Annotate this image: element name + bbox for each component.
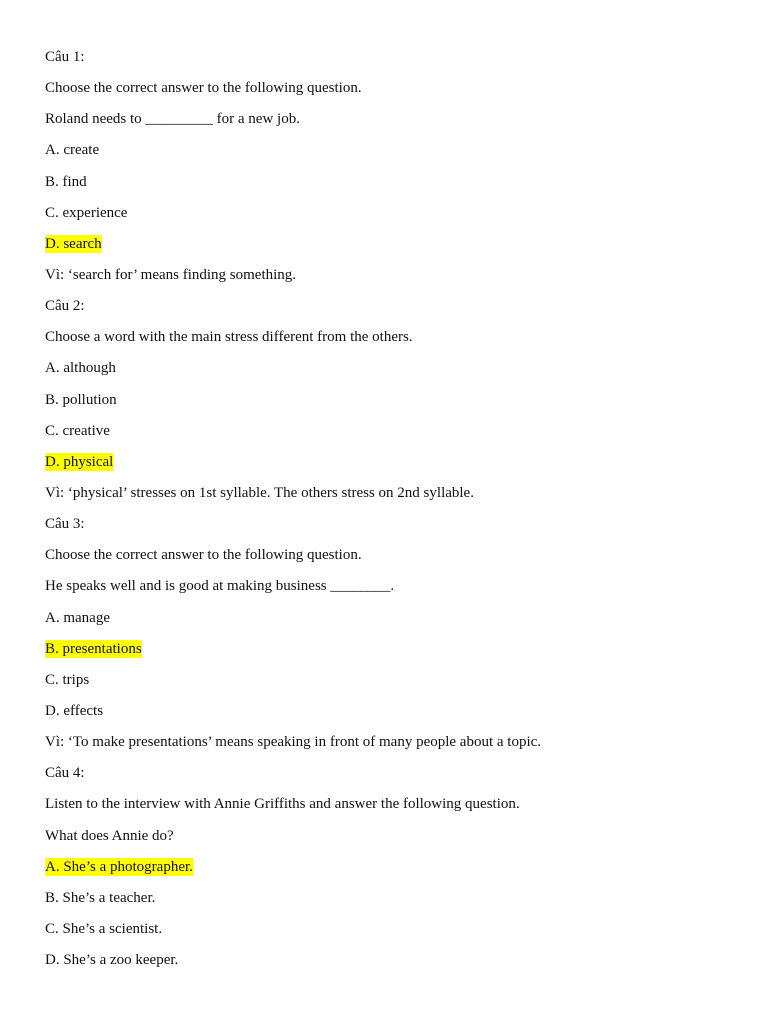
answer-option xyxy=(45,357,735,388)
answer-option xyxy=(45,669,735,700)
line-text: Câu 4: xyxy=(45,765,85,782)
line-text: A. manage xyxy=(45,609,110,626)
line-text: C. creative xyxy=(45,422,110,439)
highlighted-answer-text: D. physical xyxy=(45,453,114,470)
line-text: Vì: ‘search for’ means finding something. xyxy=(45,266,297,283)
explanation-line xyxy=(45,482,735,513)
line-text: Roland needs to _________ for a new job. xyxy=(45,111,300,128)
line-text: Choose the correct answer to the following question. xyxy=(45,547,362,564)
line-text: A. create xyxy=(45,142,100,159)
line-text: C. experience xyxy=(45,204,128,221)
line-text: A. although xyxy=(45,360,116,377)
line-text: Choose the correct answer to the following question. xyxy=(45,80,362,97)
answer-option xyxy=(45,887,735,918)
answer-option xyxy=(45,918,735,949)
line-text: Câu 3: xyxy=(45,516,85,533)
answer-option xyxy=(45,202,735,233)
question-text xyxy=(45,825,735,856)
question-text xyxy=(45,793,735,824)
answer-option xyxy=(45,171,735,202)
answer-option-correct xyxy=(45,233,735,264)
answer-option-correct xyxy=(45,638,735,669)
question-number xyxy=(45,762,735,793)
highlighted-answer-text: A. She’s a photographer. xyxy=(45,858,193,875)
line-text: Câu 2: xyxy=(45,298,85,315)
line-text: B. find xyxy=(45,173,87,190)
answer-option xyxy=(45,420,735,451)
document-body xyxy=(45,46,735,980)
line-text: C. trips xyxy=(45,671,90,688)
highlighted-answer-text: B. presentations xyxy=(45,640,142,657)
line-text: What does Annie do? xyxy=(45,827,174,844)
line-text: Vì: ‘physical’ stresses on 1st syllable. The others stress on 2nd syllable. xyxy=(45,484,474,501)
line-text: Câu 1: xyxy=(45,49,85,65)
line-text: Choose a word with the main stress different from the others. xyxy=(45,329,413,346)
question-text xyxy=(45,575,735,606)
answer-option xyxy=(45,389,735,420)
answer-option xyxy=(45,139,735,170)
line-text: C. She’s a scientist. xyxy=(45,920,163,937)
answer-option-correct xyxy=(45,451,735,482)
answer-option-correct xyxy=(45,856,735,887)
answer-option xyxy=(45,700,735,731)
question-text xyxy=(45,326,735,357)
question-number xyxy=(45,513,735,544)
line-text: Listen to the interview with Annie Griffiths and answer the following question. xyxy=(45,796,520,813)
answer-option xyxy=(45,607,735,638)
explanation-line xyxy=(45,264,735,295)
question-number xyxy=(45,295,735,326)
question-text xyxy=(45,77,735,108)
line-text: D. She’s a zoo keeper. xyxy=(45,952,179,969)
question-number xyxy=(45,46,735,77)
question-text xyxy=(45,108,735,139)
question-text xyxy=(45,544,735,575)
line-text: D. effects xyxy=(45,702,104,719)
highlighted-answer-text: D. search xyxy=(45,235,102,252)
line-text: Vì: ‘To make presentations’ means speaking in front of many people about a topic. xyxy=(45,734,542,751)
line-text: He speaks well and is good at making business ________. xyxy=(45,578,395,595)
line-text: B. pollution xyxy=(45,391,117,408)
explanation-line xyxy=(45,731,735,762)
line-text: B. She’s a teacher. xyxy=(45,889,156,906)
answer-option xyxy=(45,949,735,980)
